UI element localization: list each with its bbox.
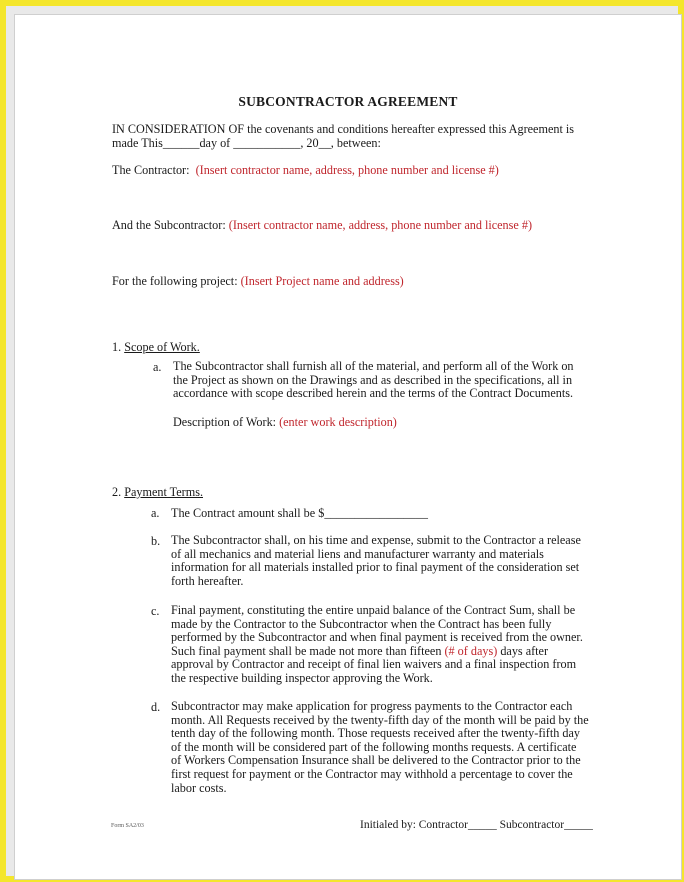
text-fragment: days after (497, 643, 549, 658)
section-2-item-a-letter: a. (151, 506, 160, 520)
section-1-heading (112, 340, 200, 354)
description-placeholder: (enter work description) (279, 415, 397, 429)
section-2-title: Payment Terms. (124, 485, 203, 499)
section-2-item-c-letter: c. (151, 604, 160, 618)
description-label: Description of Work: (173, 415, 277, 429)
text-line: approval by Contractor and receipt of final lien waivers and a final inspection from (171, 657, 577, 672)
section-1-number: 1. (112, 340, 122, 354)
text-line: month. All Requests received by the twenty-fifth day of the month will be paid by the (171, 712, 589, 727)
intro-line-2: made This______day of ___________, 20__, between: (112, 136, 381, 150)
section-2-number: 2. (112, 485, 122, 499)
text-line: made by the Contractor to the Subcontractor when the Contract has been fully (171, 616, 552, 631)
text-line: forth hereafter. (171, 573, 244, 588)
contractor-placeholder: (Insert contractor name, address, phone number and license #) (195, 163, 499, 177)
text-line: Final payment, constituting the entire unpaid balance of the Contract Sum, shall be (171, 603, 576, 617)
section-2-item-c-text (171, 604, 583, 686)
section-1-item-a-letter: a. (153, 360, 162, 374)
text-line: of all mechanics and material liens and manufacturer warranty and materials (171, 546, 544, 561)
section-2-item-b-letter: b. (151, 534, 161, 548)
text-line: The Subcontractor shall, on his time and expense, submit to the Contractor a release (171, 533, 581, 547)
initials-line: Initialed by: Contractor_____ Subcontractor_____ (360, 819, 593, 831)
days-placeholder: (# of days) (444, 643, 498, 658)
section-1-item-a-text (173, 360, 574, 401)
contractor-label: The Contractor: (112, 163, 190, 177)
text-line: labor costs. (171, 780, 227, 795)
subcontractor-label: And the Subcontractor: (112, 218, 226, 232)
text-line: of the month will be considered part of the following months requests. A certificate (171, 739, 577, 754)
text-line: The Subcontractor shall furnish all of the material, and perform all of the Work on (173, 359, 574, 373)
document-title: SUBCONTRACTOR AGREEMENT (238, 94, 458, 109)
description-line (173, 415, 397, 429)
text-line: tenth day of the following month. Those requests received after the twenty-fifth day (171, 726, 580, 741)
contract-amount-line: The Contract amount shall be $_________________ (171, 506, 428, 520)
text-line: the respective building inspector approving the Work. (171, 670, 433, 685)
contractor-line (112, 163, 499, 177)
text-line: performed by the Subcontractor and when final payment is received from the owner. (171, 630, 583, 645)
project-placeholder: (Insert Project name and address) (240, 274, 404, 288)
text-line (171, 645, 583, 659)
text-line: the Project as shown on the Drawings and as described in the specifications, all in (173, 372, 573, 387)
subcontractor-line (112, 218, 532, 232)
project-line (112, 274, 404, 288)
project-label: For the following project: (112, 274, 238, 288)
form-id: Form SA2/03 (111, 823, 144, 829)
section-2-item-d-letter: d. (151, 700, 161, 714)
text-fragment: Such final payment shall be made not more than fifteen (171, 643, 445, 658)
text-line: of Workers Compensation Insurance shall be delivered to the Contractor prior to the (171, 753, 581, 768)
text-line: information for all materials installed prior to final payment of the consideration set (171, 560, 580, 575)
section-2-heading (112, 485, 203, 499)
text-line: first request for payment or the Contractor may withhold a percentage to cover the (171, 766, 573, 781)
section-2-item-d-text (171, 700, 589, 795)
text-line: accordance with scope described herein and the terms of the Contract Documents. (173, 386, 574, 401)
document-page (14, 14, 682, 880)
intro-line-1: IN CONSIDERATION OF the covenants and conditions hereafter expressed this Agreement is (112, 122, 575, 136)
text-line: Subcontractor may make application for progress payments to the Contractor each (171, 699, 573, 713)
subcontractor-placeholder: (Insert contractor name, address, phone number and license #) (228, 218, 532, 232)
section-1-title: Scope of Work. (124, 340, 200, 354)
section-2-item-b-text (171, 534, 581, 588)
